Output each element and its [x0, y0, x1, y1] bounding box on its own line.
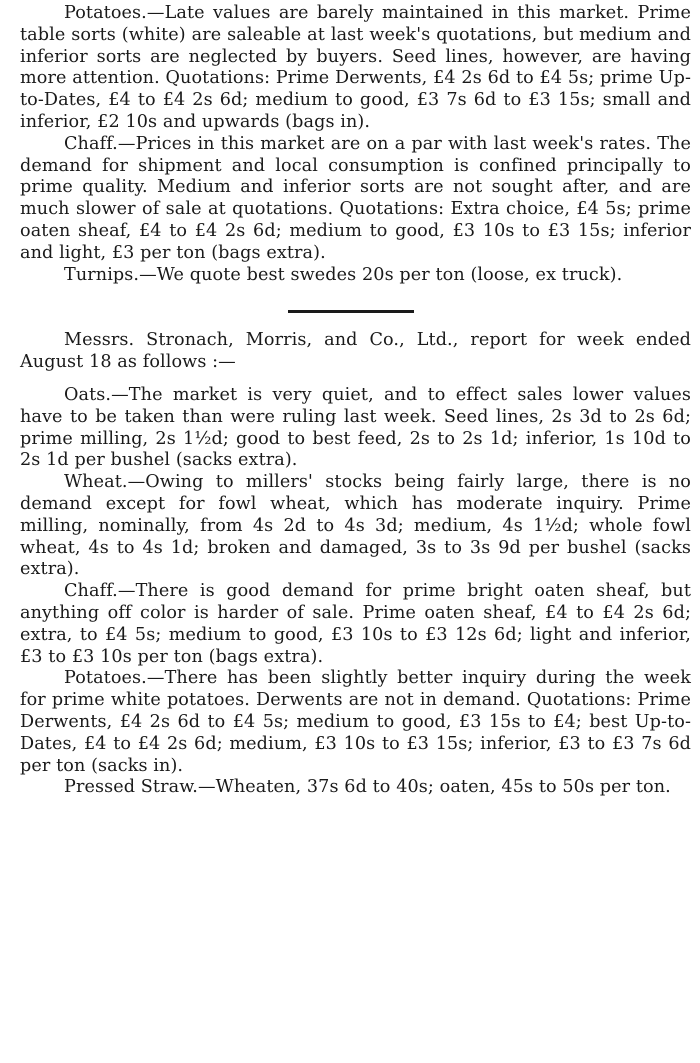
chaff-paragraph-2: Chaff.—There is good demand for prime bright oaten sheaf, but anything off color is harder of sale. Prime oaten sheaf, £4 to £4 2s 6d; extra, to £4 5s; medium to good, £3 10s to £3 12s 6d; light and inferior, £3 to £3 10s per ton (bags extra). — [20, 581, 691, 667]
intro-spacer — [20, 374, 691, 385]
chaff-paragraph: Chaff.—Prices in this market are on a par with last week's rates. The demand for shipment and local consumption is confined principally to prime quality. Medium and inferior sorts are not sought after, and are much slower of sale at quotations. Quotations: Extra choice, £4 5s; prime oaten sheaf, £4 to £4 2s 6d; medium to good, £3 10s to £3 15s; inferior and light, £3 per ton (bags extra). — [20, 133, 691, 263]
turnips-paragraph: Turnips.—We quote best swedes 20s per ton (loose, ex truck). — [64, 264, 623, 285]
section-divider-rule — [288, 310, 414, 313]
document-page — [20, 3, 691, 799]
pressed-straw-paragraph: Pressed Straw.—Wheaten, 37s 6d to 40s; oaten, 45s to 50s per ton. — [64, 777, 671, 798]
potatoes-paragraph: Potatoes.—Late values are barely maintained in this market. Prime table sorts (white) are saleable at last week's quotations, but medium and inferior sorts are neglected by buyers. Seed lines, however, are having more attention. Quotations: Prime Derwents, £4 2s 6d to £4 5s; prime Up-to-Dates, £4 to £4 2s 6d; medium to good, £3 7s 6d to £3 15s; small and inferior, £2 10s and upwards (bags in). — [20, 3, 691, 132]
report-intro-paragraph: Messrs. Stronach, Morris, and Co., Ltd., report for week ended August 18 as follows :— — [20, 330, 691, 373]
market-report-section-2 — [20, 330, 691, 799]
oats-paragraph: Oats.—The market is very quiet, and to effect sales lower values have to be taken than were ruling last week. Seed lines, 2s 3d to 2s 6d; prime milling, 2s 1½d; good to best feed, 2s to 2s 1d; inferior, 1s 10d to 2s 1d per bushel (sacks extra). — [20, 384, 691, 471]
potatoes-paragraph-2: Potatoes.—There has been slightly better inquiry during the week for prime white potatoes. Derwents are not in demand. Quotations: Prime Derwents, £4 2s 6d to £4 5s; medium to good, £3 15s to £4; best Up-to-Dates, £4 to £4 2s 6d; medium, £3 10s to £3 15s; inferior, £3 to £3 7s 6d per ton (sacks in). — [20, 668, 691, 776]
market-report-section-1 — [20, 3, 691, 286]
wheat-paragraph: Wheat.—Owing to millers' stocks being fairly large, there is no demand except for fowl wheat, which has moderate inquiry. Prime milling, nominally, from 4s 2d to 4s 3d; medium, 4s 1½d; whole fowl wheat, 4s to 4s 1d; broken and damaged, 3s to 3s 9d per bushel (sacks extra). — [20, 472, 691, 580]
section-divider-wrap — [20, 286, 691, 330]
